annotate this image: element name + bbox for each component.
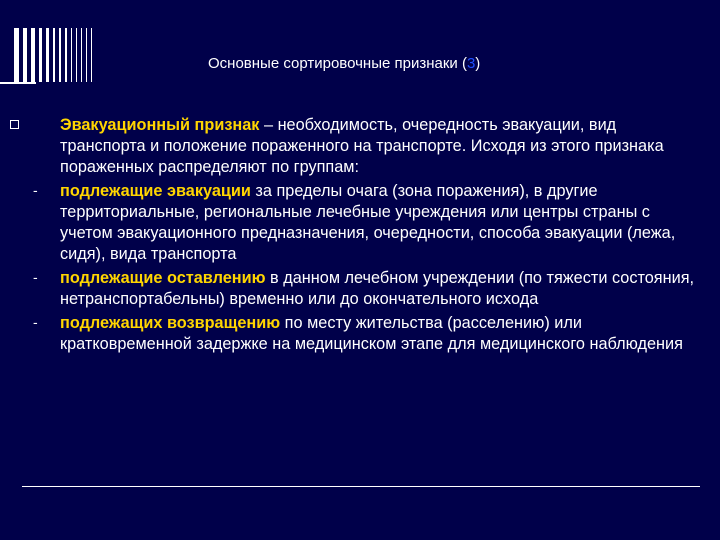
decorative-bars	[14, 28, 124, 82]
item-text: за пределы очага (зона поражения), в другие территориальные, региональные лечебные учреждения или центры страны с учетом эвакуационного предназначения, очередности, способа эвакуации (лежа, сидя), вида транспорта	[60, 182, 676, 263]
title-text: Основные сортировочные признаки (	[208, 55, 467, 72]
list-item-to-remain	[0, 268, 700, 310]
list-item-evacuation-sign	[0, 115, 700, 178]
item-text: в данном лечебном учреждении (по тяжести состояния, нетранспортабельны) временно или до окончательного исхода	[60, 269, 695, 308]
dash-bullet: -	[33, 314, 38, 330]
dash-bullet: -	[33, 269, 38, 285]
bottom-rule	[22, 486, 700, 487]
item-highlight: Эвакуационный признак	[60, 116, 260, 134]
item-highlight: подлежащие оставлению	[60, 269, 266, 287]
bullet-list	[0, 115, 700, 355]
item-text: – необходимость, очередность эвакуации, вид транспорта и положение пораженного на транспорте. Исходя из этого признака пораженных распределяют по группам:	[60, 116, 664, 176]
square-bullet-icon	[10, 120, 19, 129]
list-item-to-evacuate	[0, 181, 700, 265]
title-rule	[0, 82, 36, 84]
title-number: 3	[466, 55, 476, 72]
item-text: по месту жительства (расселению) или кратковременной задержке на медицинском этапе для медицинского наблюдения	[60, 314, 683, 353]
slide-title	[208, 55, 628, 72]
item-highlight: подлежащих возвращению	[60, 314, 281, 332]
title-close: )	[475, 55, 481, 72]
item-highlight: подлежащие эвакуации	[60, 182, 251, 200]
dash-bullet: -	[33, 182, 38, 198]
list-item-to-return	[0, 313, 700, 355]
